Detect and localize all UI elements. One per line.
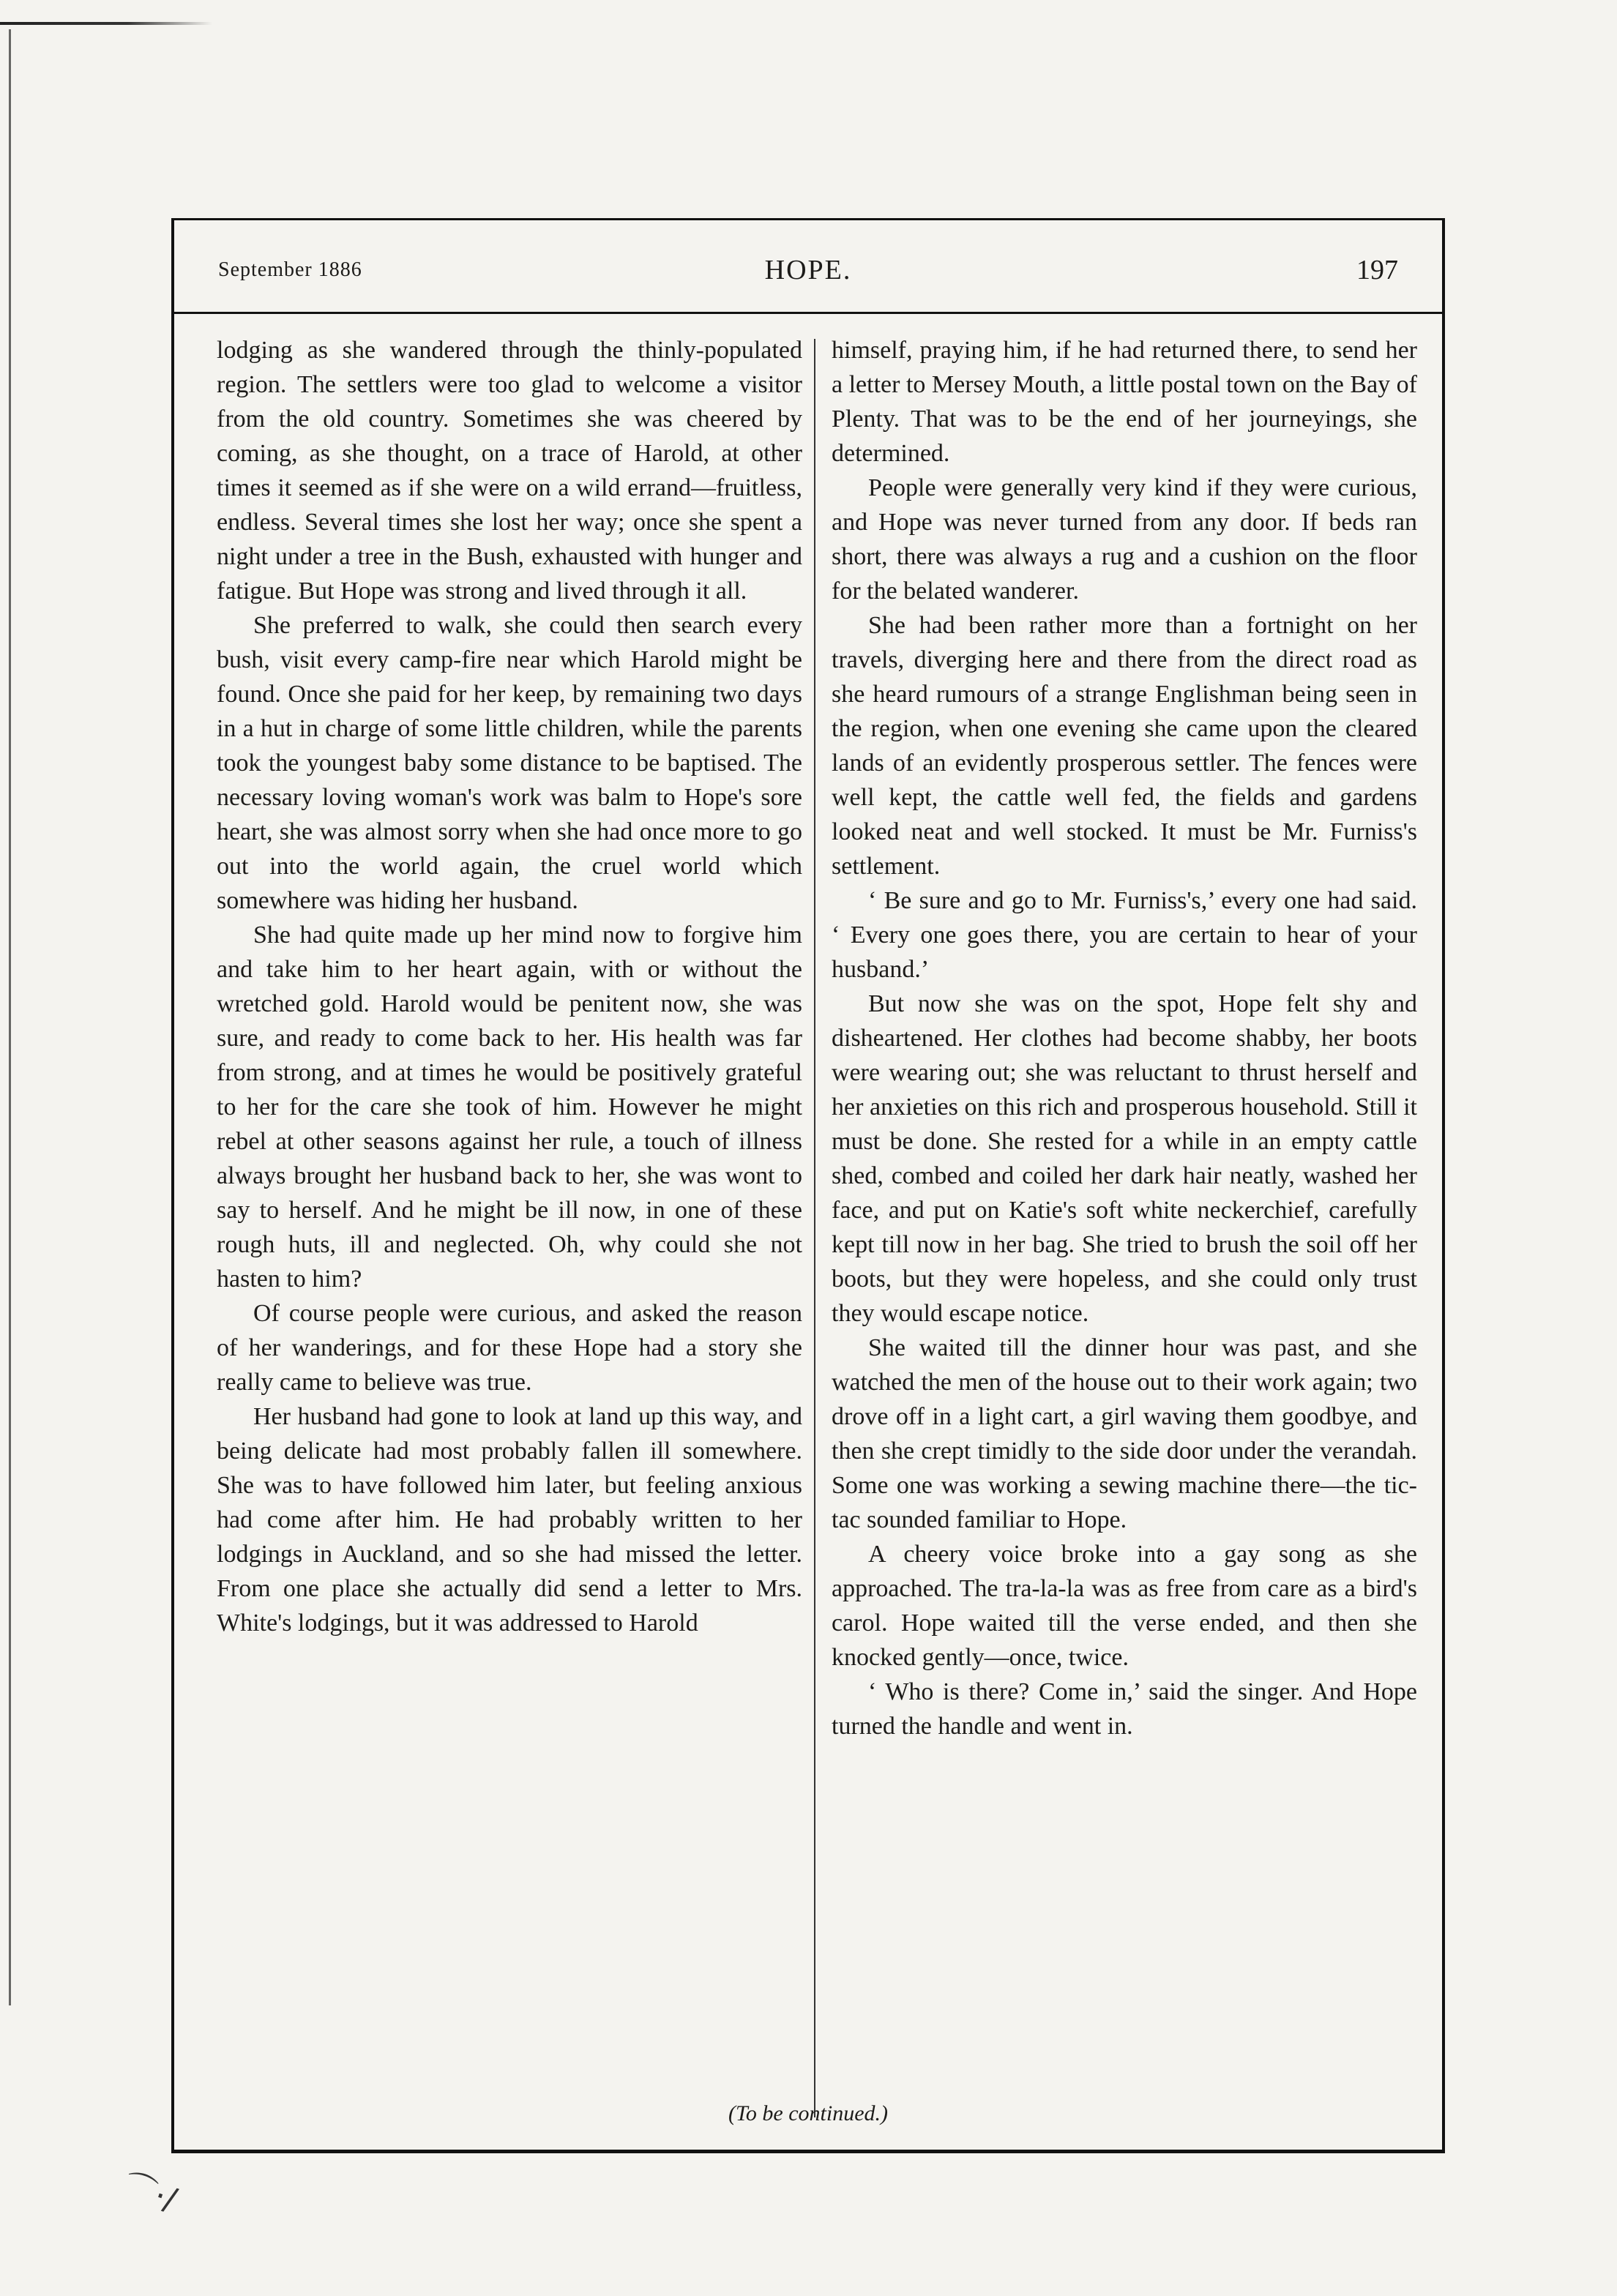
paragraph: People were generally very kind if they were curious, and Hope was never turned from any door. If beds ran short, there was always a rug and a cushion on the floor for the belated wanderer. <box>832 474 1417 605</box>
paragraph: She had quite made up her mind now to forgive him and take him to her heart again, with or without the wretched gold. Harold would be penitent now, she was sure, and ready to come back to her. His health was far from strong, and at times he would be positively grateful to her for the care she took of him. However he might rebel at other seasons against her rule, a touch of illness always brought her husband back to her, she was wont to say to herself. And he might be ill now, in one of these rough huts, ill and neglected. Oh, why could she not hasten to him? <box>217 921 802 1293</box>
paragraph: Of course people were curious, and asked the reason of her wanderings, and for these Hope had a story she really came to believe was true. <box>217 1300 802 1396</box>
paragraph: ‘ Be sure and go to Mr. Furniss's,’ every one had said. ‘ Every one goes there, you are certain to hear of your husband.’ <box>832 887 1417 983</box>
continued-note: (To be continued.) <box>728 2101 889 2125</box>
paragraph: himself, praying him, if he had returned there, to send her a letter to Mersey Mouth, a little postal town on the Bay of Plenty. That was to be the end of her journeyings, she determined. <box>832 337 1417 467</box>
header-title: HOPE. <box>764 255 852 285</box>
page-frame <box>171 218 1445 2153</box>
running-header <box>174 220 1442 314</box>
page-number: 197 <box>1356 255 1398 285</box>
paragraph: She preferred to walk, she could then search every bush, visit every camp-fire near which Harold might be found. Once she paid for her keep, by remaining two days in a hut in charge of some little children, while the parents took the youngest baby some distance to be baptised. The necessary loving woman's work was balm to Hope's sore heart, she was almost sorry when she had once more to go out into the world again, the cruel world which somewhere was hiding her husband. <box>217 612 802 914</box>
pencil-scrawl-mark: ⌒·/ <box>119 2166 182 2219</box>
paragraph: A cheery voice broke into a gay song as she approached. The tra-la-la was as free from care as a bird's carol. Hope waited till the verse ended, and then she knocked gently—once, twice. <box>832 1541 1417 1671</box>
paragraph: Her husband had gone to look at land up this way, and being delicate had most probably fallen ill somewhere. She was to have followed him later, but feeling anxious had come after him. He had probably written to her lodgings in Auckland, and so she had missed the letter. From one place she actually did send a letter to Mrs. White's lodgings, but it was addressed to Harold <box>217 1403 802 1637</box>
right-column <box>832 333 1417 1743</box>
scan-edge-mark <box>0 22 212 25</box>
paragraph: But now she was on the spot, Hope felt shy and disheartened. Her clothes had become shabby, her boots were wearing out; she was reluctant to thrust herself and her anxieties on this rich and prosperous household. Still it must be done. She rested for a while in an empty cattle shed, combed and coiled her dark hair neatly, washed her face, and put on Katie's soft white neckerchief, carefully kept till now in her bag. She tried to brush the soil off her boots, but they were hopeless, and she could only trust they would escape notice. <box>832 990 1417 1327</box>
column-divider <box>814 339 815 2117</box>
paragraph: She had been rather more than a fortnight on her travels, diverging here and there from the direct road as she heard rumours of a strange Englishman being seen in the region, when one evening she came upon the cleared lands of an evidently prosperous settler. The fences were well kept, the cattle well fed, the fields and gardens looked neat and well stocked. It must be Mr. Furniss's settlement. <box>832 612 1417 880</box>
paragraph: lodging as she wandered through the thinly-populated region. The settlers were too glad to welcome a visitor from the old country. Sometimes she was cheered by coming, as she thought, on a trace of Harold, at other times it seemed as if she were on a wild errand—fruitless, endless. Several times she lost her way; once she spent a night under a tree in the Bush, exhausted with hunger and fatigue. But Hope was strong and lived through it all. <box>217 337 802 605</box>
paragraph: ‘ Who is there? Come in,’ said the singer. And Hope turned the handle and went in. <box>832 1678 1417 1740</box>
paragraph: She waited till the dinner hour was past, and she watched the men of the house out to their work again; two drove off in a light cart, a girl waving them goodbye, and then she crept timidly to the side door under the verandah. Some one was working a sewing machine there—the tic-tac sounded familiar to Hope. <box>832 1334 1417 1533</box>
header-date: September 1886 <box>218 258 362 281</box>
left-column <box>217 333 802 1640</box>
scan-binding-line <box>9 29 11 2005</box>
